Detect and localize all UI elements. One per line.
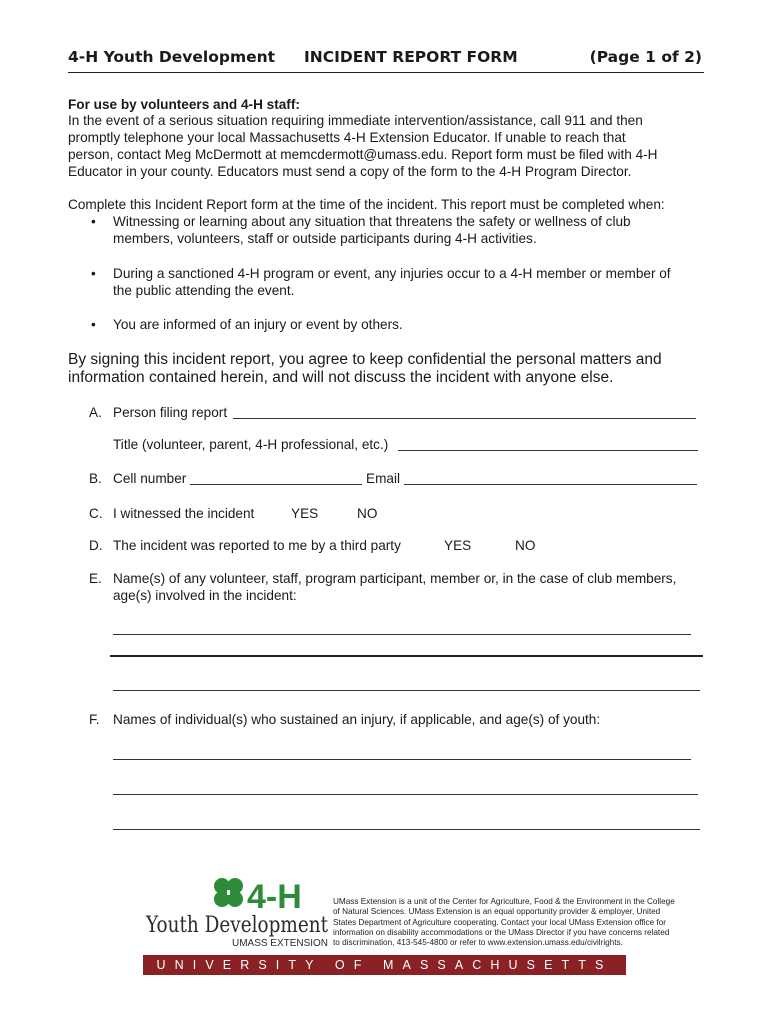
statement-line: States Department of Agriculture cooperating. Contact your local UMass Extension office for	[333, 917, 666, 927]
injured-names-field[interactable]	[113, 794, 698, 795]
item-b-label: B.	[89, 471, 102, 486]
injured-names-field[interactable]	[113, 759, 691, 760]
logo-org: UMASS EXTENSION	[232, 938, 328, 949]
agreement-text: By signing this incident report, you agree to keep confidential the personal matters and	[68, 351, 662, 368]
bullet-marker: •	[91, 266, 96, 281]
page-header	[68, 48, 702, 72]
item-e-label: E.	[89, 571, 102, 586]
involved-names-field[interactable]	[113, 690, 700, 691]
witnessed-no-option[interactable]: NO	[357, 506, 378, 521]
header-form-title: INCIDENT REPORT FORM	[304, 48, 518, 66]
involved-names-label-cont: age(s) involved in the incident:	[113, 588, 297, 603]
logo-program: Youth Development	[145, 913, 329, 938]
intro-heading: For use by volunteers and 4-H staff:	[68, 97, 300, 112]
header-program: 4-H Youth Development	[68, 48, 276, 66]
nondiscrimination-statement	[333, 897, 675, 948]
statement-line: of Natural Sciences. UMass Extension is an equal opportunity provider & employer, United	[333, 907, 661, 917]
bullet-marker: •	[91, 214, 96, 229]
email-field[interactable]	[404, 484, 697, 485]
item-d-label: D.	[89, 538, 103, 553]
third-party-no-option[interactable]: NO	[515, 538, 536, 553]
bullet-marker: •	[91, 317, 96, 332]
intro-line: promptly telephone your local Massachusetts 4-H Extension Educator. If unable to reach that	[68, 130, 626, 145]
bullet-text: members, volunteers, staff or outside participants during 4-H activities.	[113, 231, 537, 246]
statement-line: UMass Extension is a unit of the Center for Agriculture, Food & the Environment in the College	[333, 897, 675, 906]
bullet-text: Witnessing or learning about any situation that threatens the safety or wellness of club	[113, 214, 631, 229]
item-f-label: F.	[89, 712, 100, 727]
email-label: Email	[366, 471, 400, 486]
cell-number-field[interactable]	[190, 484, 362, 485]
injured-names-label: Names of individual(s) who sustained an injury, if applicable, and age(s) of youth:	[113, 712, 601, 727]
person-filing-label: Person filing report	[113, 405, 228, 420]
person-filing-field[interactable]	[233, 418, 696, 419]
third-party-yes-option[interactable]: YES	[444, 538, 472, 553]
bullet-text: the public attending the event.	[113, 283, 295, 298]
involved-names-field[interactable]	[113, 634, 691, 635]
witnessed-yes-option[interactable]: YES	[291, 506, 319, 521]
logo-brand: 4-H	[247, 878, 302, 916]
agreement-text: information contained herein, and will not discuss the incident with anyone else.	[68, 369, 614, 386]
item-c-label: C.	[89, 506, 103, 521]
4h-youth-development-logo	[146, 876, 331, 948]
third-party-label: The incident was reported to me by a third party	[113, 538, 401, 553]
intro-line: In the event of a serious situation requiring immediate intervention/assistance, call 911 and then	[68, 113, 643, 128]
title-label: Title (volunteer, parent, 4-H professional, etc.)	[113, 437, 389, 452]
involved-names-label: Name(s) of any volunteer, staff, program participant, member or, in the case of club members,	[113, 571, 677, 586]
intro-line: person, contact Meg McDermott at memcdermott@umass.edu. Report form must be filed with 4-H	[68, 147, 658, 162]
statement-line: information on disability accommodations or the UMass Director if you have concerns related	[333, 927, 670, 937]
bullet-text: During a sanctioned 4-H program or event, any injuries occur to a 4-H member or member of	[113, 266, 671, 281]
bullet-text: You are informed of an injury or event by others.	[113, 317, 403, 332]
involved-names-field[interactable]	[110, 655, 703, 657]
intro-line: Educator in your county. Educators must send a copy of the form to the 4-H Program Director.	[68, 164, 632, 179]
item-a-label: A.	[89, 405, 102, 420]
header-page-number: (Page 1 of 2)	[589, 48, 702, 66]
injured-names-field[interactable]	[113, 829, 700, 830]
cell-number-label: Cell number	[113, 471, 187, 486]
complete-lead: Complete this Incident Report form at the time of the incident. This report must be completed when:	[68, 197, 665, 212]
witnessed-label: I witnessed the incident	[113, 506, 255, 521]
title-field[interactable]	[398, 450, 698, 451]
header-divider	[68, 72, 704, 73]
university-banner: UNIVERSITY OF MASSACHUSETTS AMHERST	[143, 955, 626, 975]
statement-line: to discrimination, 413-545-4800 or refer to www.extension.umass.edu/civilrights.	[333, 938, 623, 948]
clover-icon	[214, 878, 243, 907]
